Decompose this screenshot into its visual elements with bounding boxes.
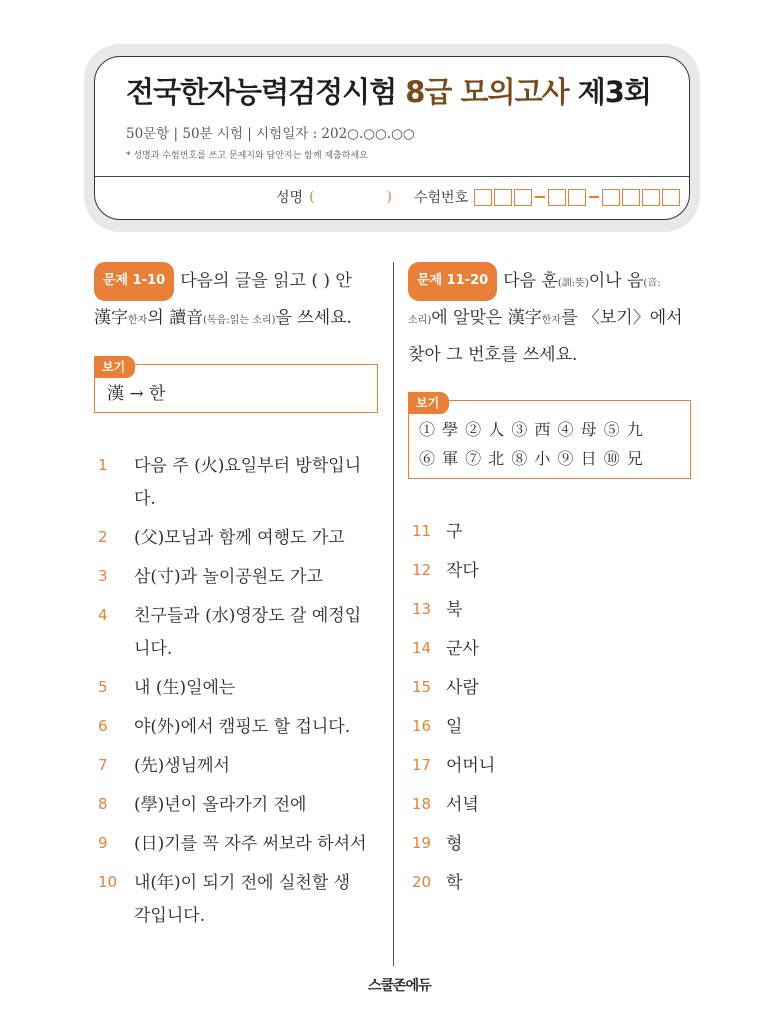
question-number: 19 — [412, 834, 432, 852]
question-number: 18 — [412, 795, 432, 813]
question-text: 친구들과 (水)영장도 갈 예정입 니다. — [134, 606, 362, 659]
left-instructions: 문제 1-10 다음의 글을 읽고 ( ) 안 漢字한자의 讀音(독음:읽는 소리)을 쓰세요. — [94, 262, 384, 338]
candidate-info-row: 성명 ( ) 수험번호 — [276, 187, 682, 207]
question-text: 형 — [446, 834, 463, 854]
question-number: 14 — [412, 639, 432, 657]
question-text: 사람 — [446, 678, 479, 698]
question-text: (先)생님께서 — [134, 756, 230, 776]
question-text: 서녘 — [446, 795, 479, 815]
question-item — [98, 750, 382, 789]
question-text: (學)년이 올라가기 전에 — [134, 795, 307, 815]
choices-label: 보기 — [408, 392, 449, 414]
exam-number-field[interactable] — [474, 189, 682, 206]
question-number: 12 — [412, 561, 432, 579]
choices-box — [408, 400, 691, 479]
question-text: 삼(寸)과 놀이공원도 가고 — [134, 567, 323, 587]
name-label: 성명 — [276, 190, 304, 206]
question-item — [98, 672, 382, 711]
question-number: 2 — [98, 528, 108, 546]
question-number: 6 — [98, 717, 108, 735]
question-item — [412, 633, 682, 672]
question-text: 작다 — [446, 561, 479, 581]
publisher-logo: 스쿨존에듀 — [368, 978, 431, 994]
question-number: 15 — [412, 678, 432, 696]
question-text: 구 — [446, 522, 463, 542]
example-label: 보기 — [94, 356, 135, 378]
exam-meta: 50문항 | 50분 시험 | 시험일자 : 202○.○○.○○ — [126, 126, 415, 142]
question-text: (日)기를 꼭 자주 써보라 하셔서 — [134, 834, 367, 854]
left-question-list — [98, 450, 382, 939]
exam-title: 전국한자능력검정시험 8급 모의고사 제3회 — [126, 75, 651, 109]
example-box — [94, 364, 378, 413]
question-number: 3 — [98, 567, 108, 585]
header-divider — [95, 176, 689, 177]
name-field[interactable] — [315, 189, 387, 205]
question-text: (父)모님과 함께 여행도 가고 — [134, 528, 345, 548]
question-number: 20 — [412, 873, 432, 891]
question-number: 10 — [98, 873, 118, 891]
column-divider — [393, 262, 394, 966]
question-item — [412, 828, 682, 867]
choices-line-2: ⑥ 軍 ⑦ 北 ⑧ 小 ⑨ 日 ⑩ 兄 — [419, 449, 644, 468]
right-instructions: 문제 11-20 다음 훈(訓:뜻)이나 음(音: 소리)에 알맞은 漢字한자를 〈보기〉에서 찾아 그 번호를 쓰세요. — [408, 262, 698, 372]
question-text: 학 — [446, 873, 463, 893]
question-number: 11 — [412, 522, 432, 540]
question-item — [412, 555, 682, 594]
question-item — [98, 828, 382, 867]
question-item — [98, 600, 382, 672]
question-text: 내 (生)일에는 — [134, 678, 236, 698]
question-item — [98, 711, 382, 750]
question-number: 13 — [412, 600, 432, 618]
question-number: 16 — [412, 717, 432, 735]
question-text: 어머니 — [446, 756, 496, 776]
question-range-tag: 문제 11-20 — [408, 262, 497, 301]
question-text: 야(外)에서 캠핑도 할 겁니다. — [134, 717, 351, 737]
question-item — [412, 750, 682, 789]
question-number: 4 — [98, 606, 108, 624]
question-text: 일 — [446, 717, 463, 737]
question-text: 내(年)이 되기 전에 실천할 생 각입니다. — [134, 873, 351, 926]
question-item — [412, 711, 682, 750]
question-item — [98, 522, 382, 561]
choices-line-1: ① 學 ② 人 ③ 西 ④ 母 ⑤ 九 — [419, 420, 644, 439]
question-text: 다음 주 (火)요일부터 방학입니 다. — [134, 456, 362, 509]
question-number: 5 — [98, 678, 108, 696]
right-question-list — [412, 516, 682, 906]
question-item — [412, 789, 682, 828]
question-number: 17 — [412, 756, 432, 774]
exam-number-label: 수험번호 — [414, 190, 469, 206]
question-number: 1 — [98, 456, 108, 474]
example-text: 漢 → 한 — [107, 384, 166, 404]
question-item — [98, 789, 382, 828]
exam-note: * 성명과 수험번호를 쓰고 문제지와 답안지는 함께 제출하세요 — [126, 151, 368, 161]
question-text: 북 — [446, 600, 463, 620]
question-item — [412, 516, 682, 555]
question-item — [98, 561, 382, 600]
question-item — [412, 867, 682, 906]
question-number: 7 — [98, 756, 108, 774]
question-range-tag: 문제 1-10 — [94, 262, 174, 301]
question-item — [412, 594, 682, 633]
question-number: 9 — [98, 834, 108, 852]
question-text: 군사 — [446, 639, 479, 659]
question-item — [98, 867, 382, 939]
question-item — [412, 672, 682, 711]
question-number: 8 — [98, 795, 108, 813]
question-item — [98, 450, 382, 522]
